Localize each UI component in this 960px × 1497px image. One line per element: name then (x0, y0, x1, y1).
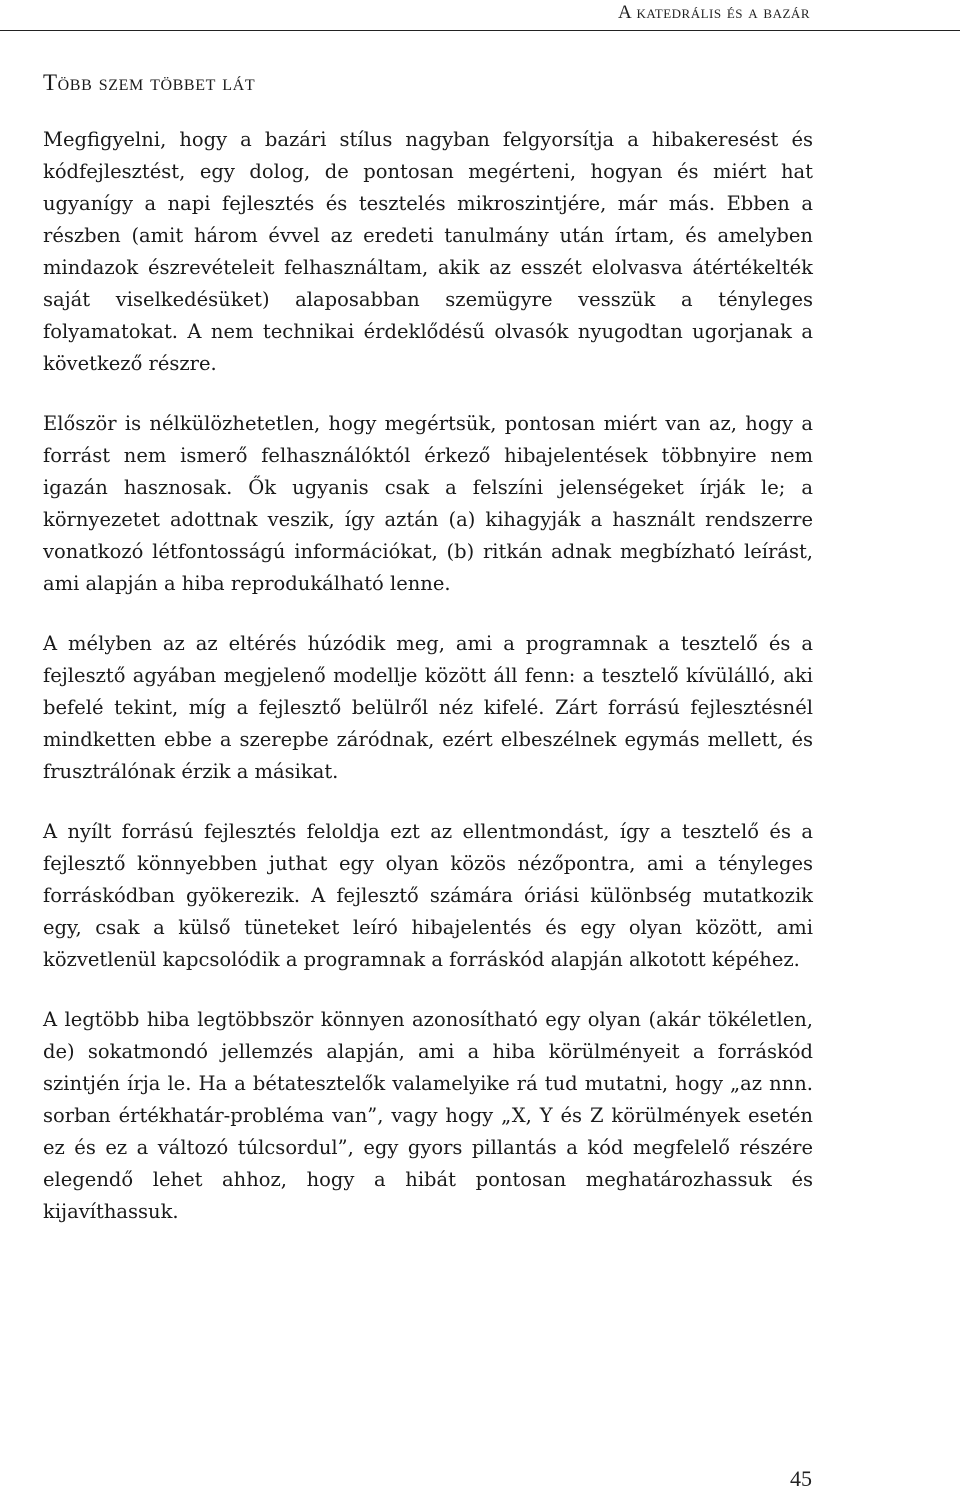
paragraph-5: A legtöbb hiba legtöbbször könnyen azonosítható egy olyan (akár tökéletlen, de) sokatmondó jellemzés alapján, ami a hiba körülményeit a forráskód szintjén írja le. Ha a bétatesztelők valamelyike rá tud mutatni, hogy „az nnn. sorban értékhatár-probléma van”, vagy hogy „X, Y és Z körülmények esetén ez és ez a változó túlcsordul”, egy gyors pillantás a kód megfelelő részére elegendő lehet ahhoz, hogy a hibát pontosan meghatározhassuk és kijavíthassuk. (43, 1008, 813, 1223)
page-header (0, 0, 960, 31)
paragraph-2: Először is nélkülözhetetlen, hogy megértsük, pontosan miért van az, hogy a forrást nem ismerő felhasználóktól érkező hibajelentések többnyire nem igazán hasznosak. Ők ugyanis csak a felszíni jelenségeket írják le; a környezetet adottnak veszik, így aztán (a) kihagyják a használt rendszerre vonatkozó létfontosságú információkat, (b) ritkán adnak megbízható leírást, ami alapján a hiba reprodukálható lenne. (43, 412, 813, 595)
section-title: Több szem többet lát (43, 70, 256, 95)
paragraph-4: A nyílt forrású fejlesztés feloldja ezt az ellentmondást, így a tesztelő és a fejlesztő könnyebben juthat egy olyan közös nézőpontra, ami a tényleges forráskódban gyökerezik. A fejlesztő számára óriási különbség mutatkozik egy, csak a külső tüneteket leíró hibajelentés és egy olyan között, ami közvetlenül kapcsolódik a programnak a forráskód alapján alkotott képéhez. (43, 820, 813, 971)
page-body (43, 70, 813, 1256)
page-number: 45 (790, 1466, 812, 1491)
paragraph-1: Megfigyelni, hogy a bazári stílus nagyban felgyorsítja a hibakeresést és kódfejlesztést, egy dolog, de pontosan megérteni, hogyan és miért hat ugyanígy a napi fejlesztés és tesztelés mikroszintjére, már más. Ebben a részben (amit három évvel az eredeti tanulmány után írtam, és amelyben mindazok észrevételeit felhasználtam, akik az esszét elolvasva átértékelték saját viselkedésüket) alaposabban szemügyre vesszük a tényleges folyamatokat. A nem technikai érdeklődésű olvasók nyugodtan ugorjanak a következő részre. (43, 128, 813, 375)
running-head: A katedrális és a bazár (618, 2, 810, 23)
paragraph-3: A mélyben az az eltérés húzódik meg, ami a programnak a tesztelő és a fejlesztő agyában megjelenő modellje között áll fenn: a tesztelő kívülálló, aki befelé tekint, míg a fejlesztő belülről néz kifelé. Zárt forrású fejlesztésnél mindketten ebbe a szerepbe záródnak, ezért elbeszélnek egymás mellett, és frusztrálónak érzik a másikat. (43, 632, 813, 783)
